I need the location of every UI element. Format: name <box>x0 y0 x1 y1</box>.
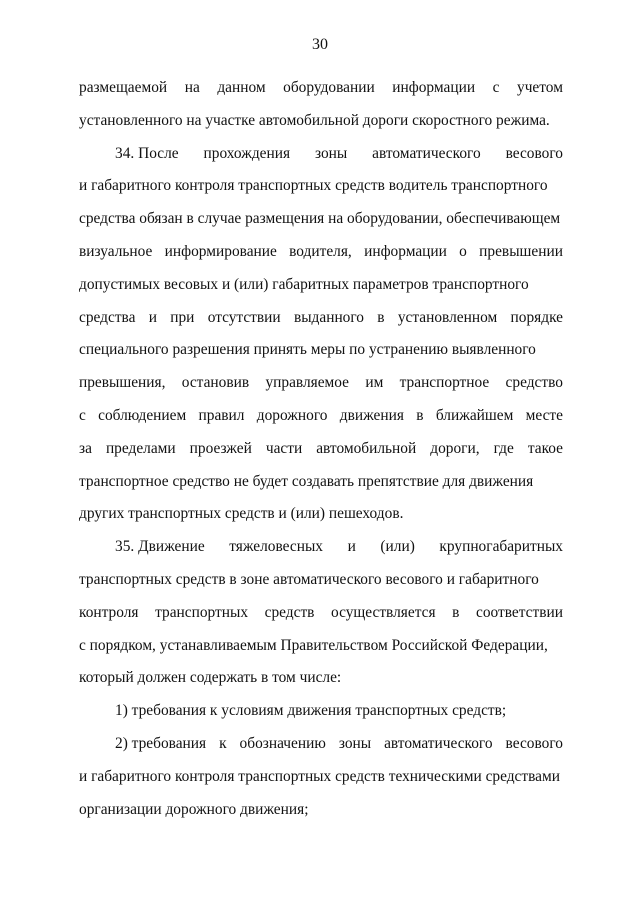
word: месте <box>525 406 563 424</box>
word: порядке <box>510 308 563 326</box>
word: обозначению <box>239 734 326 752</box>
word: информации <box>392 79 476 96</box>
word: средств <box>264 603 315 621</box>
word: о <box>459 242 467 260</box>
word: средство <box>505 374 563 392</box>
word: весового <box>505 734 563 752</box>
word: тяжеловесных <box>229 538 323 556</box>
word: к <box>219 734 227 752</box>
word: правил <box>198 406 245 424</box>
word: средства <box>79 308 136 326</box>
word: контроля <box>79 603 139 621</box>
word: превышения, <box>79 374 166 392</box>
text-line: транспортное средство не будет создавать препятствие для движения <box>79 472 534 490</box>
word: автомобильной <box>316 439 417 457</box>
paragraph <box>79 531 563 695</box>
text-line: средства обязан в случае размещения на оборудовании, обеспечивающем <box>79 210 561 228</box>
word: прохождения <box>203 144 291 162</box>
word: за <box>79 439 92 457</box>
word: где <box>493 439 514 457</box>
text-line: и габаритного контроля транспортных средств водитель транспортного <box>79 177 548 195</box>
word: с <box>79 406 86 424</box>
word: 35. Движение <box>115 538 205 556</box>
word: превышении <box>479 242 563 260</box>
paragraph <box>79 728 563 826</box>
word: зоны <box>314 144 348 162</box>
word: пределами <box>105 439 176 457</box>
word: проезжей <box>189 439 252 457</box>
word: на <box>184 79 200 96</box>
text-line <box>79 728 563 761</box>
word: транспортных <box>155 603 249 621</box>
word: водителя, <box>289 242 352 260</box>
text-line: и габаритного контроля транспортных средств техническими средствами <box>79 767 560 785</box>
text-line: который должен содержать в том числе: <box>79 669 342 687</box>
word: дороги, <box>430 439 480 457</box>
text-line <box>79 367 563 400</box>
text-line <box>79 236 563 269</box>
word: весового <box>505 144 563 162</box>
text-line <box>79 302 563 335</box>
text-line: с порядком, устанавливаемым Правительством Российской Федерации, <box>79 636 548 654</box>
word: движения <box>339 406 404 424</box>
word: размещаемой <box>79 79 168 96</box>
word: 2) требования <box>115 734 207 752</box>
word: остановив <box>181 374 250 392</box>
word: и <box>347 538 356 556</box>
text-line: транспортных средств в зоне автоматического весового и габаритного <box>79 570 539 588</box>
text-line <box>79 433 563 466</box>
text-line: других транспортных средств и (или) пешеходов. <box>79 505 404 523</box>
word: им <box>365 374 384 392</box>
text-line <box>79 138 563 171</box>
word: автоматического <box>372 144 481 162</box>
document-body <box>79 72 563 826</box>
word: (или) <box>380 538 415 556</box>
word: и <box>148 308 157 326</box>
word: оборудовании <box>283 79 375 96</box>
text-line <box>79 531 563 564</box>
word: автоматического <box>384 734 493 752</box>
word: информации <box>364 242 447 260</box>
paragraph <box>79 138 563 532</box>
word: в <box>377 308 385 326</box>
word: с <box>492 79 500 96</box>
word: соблюдением <box>98 406 187 424</box>
word: данном <box>217 79 266 96</box>
word: 34. После <box>115 144 179 162</box>
word: выданного <box>293 308 364 326</box>
word: соответствии <box>476 603 563 621</box>
word: в <box>452 603 460 621</box>
word: ближайшем <box>435 406 514 424</box>
word: учетом <box>517 79 563 96</box>
text-line: установленного на участке автомобильной дороги скоростного режима. <box>79 111 550 129</box>
word: транспортное <box>399 374 490 392</box>
paragraph <box>79 695 563 728</box>
word: в <box>416 406 424 424</box>
word: управляемое <box>265 374 350 392</box>
word: дорожного <box>256 406 328 424</box>
text-line: организации дорожного движения; <box>79 800 309 818</box>
word: информирование <box>164 242 277 260</box>
text-line <box>79 597 563 630</box>
word: крупногабаритных <box>439 538 563 556</box>
text-line <box>79 72 563 105</box>
paragraph <box>79 72 563 138</box>
word: зоны <box>338 734 372 752</box>
word: при <box>170 308 195 326</box>
text-line: допустимых весовых и (или) габаритных параметров транспортного <box>79 275 529 293</box>
word: отсутствии <box>207 308 281 326</box>
page-number: 30 <box>312 36 328 53</box>
word: установленном <box>397 308 498 326</box>
text-line <box>79 400 563 433</box>
word: части <box>265 439 303 457</box>
word: визуальное <box>79 242 153 260</box>
word: такое <box>527 439 563 457</box>
word: осуществляется <box>331 603 436 621</box>
text-line: 1) требования к условиям движения транспортных средств; <box>115 702 507 720</box>
text-line: специального разрешения принять меры по устранению выявленного <box>79 341 536 359</box>
